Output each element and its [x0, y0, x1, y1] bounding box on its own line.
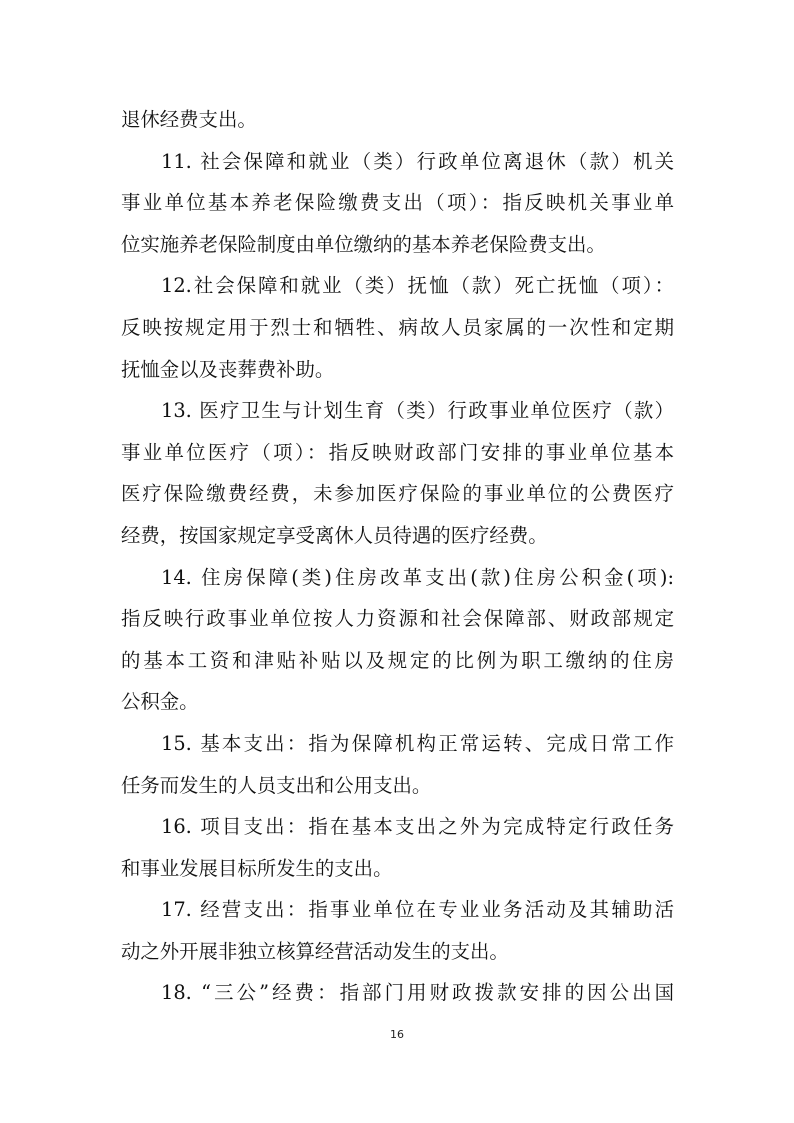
text-line: 的基本工资和津贴补贴以及规定的比例为职工缴纳的住房: [121, 648, 674, 672]
text-line: 抚恤金以及丧葬费补助。: [121, 357, 335, 381]
text-line: 16. 项目支出：指在基本支出之外为完成特定行政任务: [161, 815, 674, 839]
text-line: 退休经费支出。: [121, 108, 257, 131]
text-line: 18. “三公”经费：指部门用财政拨款安排的因公出国: [161, 981, 674, 1005]
text-line: 14. 住房保障(类)住房改革支出(款)住房公积金(项):: [161, 565, 674, 589]
text-line: 医疗保险缴费经费，未参加医疗保险的事业单位的公费医疗: [121, 482, 674, 506]
text-line: 12.社会保障和就业（类）抚恤（款）死亡抚恤（项）：: [161, 274, 674, 298]
text-line: 指反映行政事业单位按人力资源和社会保障部、财政部规定: [121, 607, 674, 631]
text-line: 事业单位基本养老保险缴费支出（项）：指反映机关事业单: [121, 191, 674, 215]
text-line: 13. 医疗卫生与计划生育（类）行政事业单位医疗（款）: [161, 399, 674, 423]
text-line: 和事业发展目标所发生的支出。: [121, 856, 393, 880]
text-line: 公积金。: [121, 690, 199, 714]
text-line: 17. 经营支出：指事业单位在专业业务活动及其辅助活: [161, 898, 674, 922]
text-line: 任务而发生的人员支出和公用支出。: [121, 773, 432, 797]
document-body: [121, 99, 674, 1014]
text-line: 事业单位医疗（项）：指反映财政部门安排的事业单位基本: [121, 440, 674, 464]
text-line: 15. 基本支出：指为保障机构正常运转、完成日常工作: [161, 731, 674, 755]
text-line: 反映按规定用于烈士和牺牲、病故人员家属的一次性和定期: [121, 315, 674, 339]
text-line: 位实施养老保险制度由单位缴纳的基本养老保险费支出。: [121, 232, 606, 256]
page-number: 16: [390, 1028, 404, 1041]
text-line: 动之外开展非独立核算经营活动发生的支出。: [121, 939, 509, 963]
text-line: 11. 社会保障和就业（类）行政单位离退休（款）机关: [161, 149, 674, 173]
text-line: 经费，按国家规定享受离休人员待遇的医疗经费。: [121, 523, 548, 547]
